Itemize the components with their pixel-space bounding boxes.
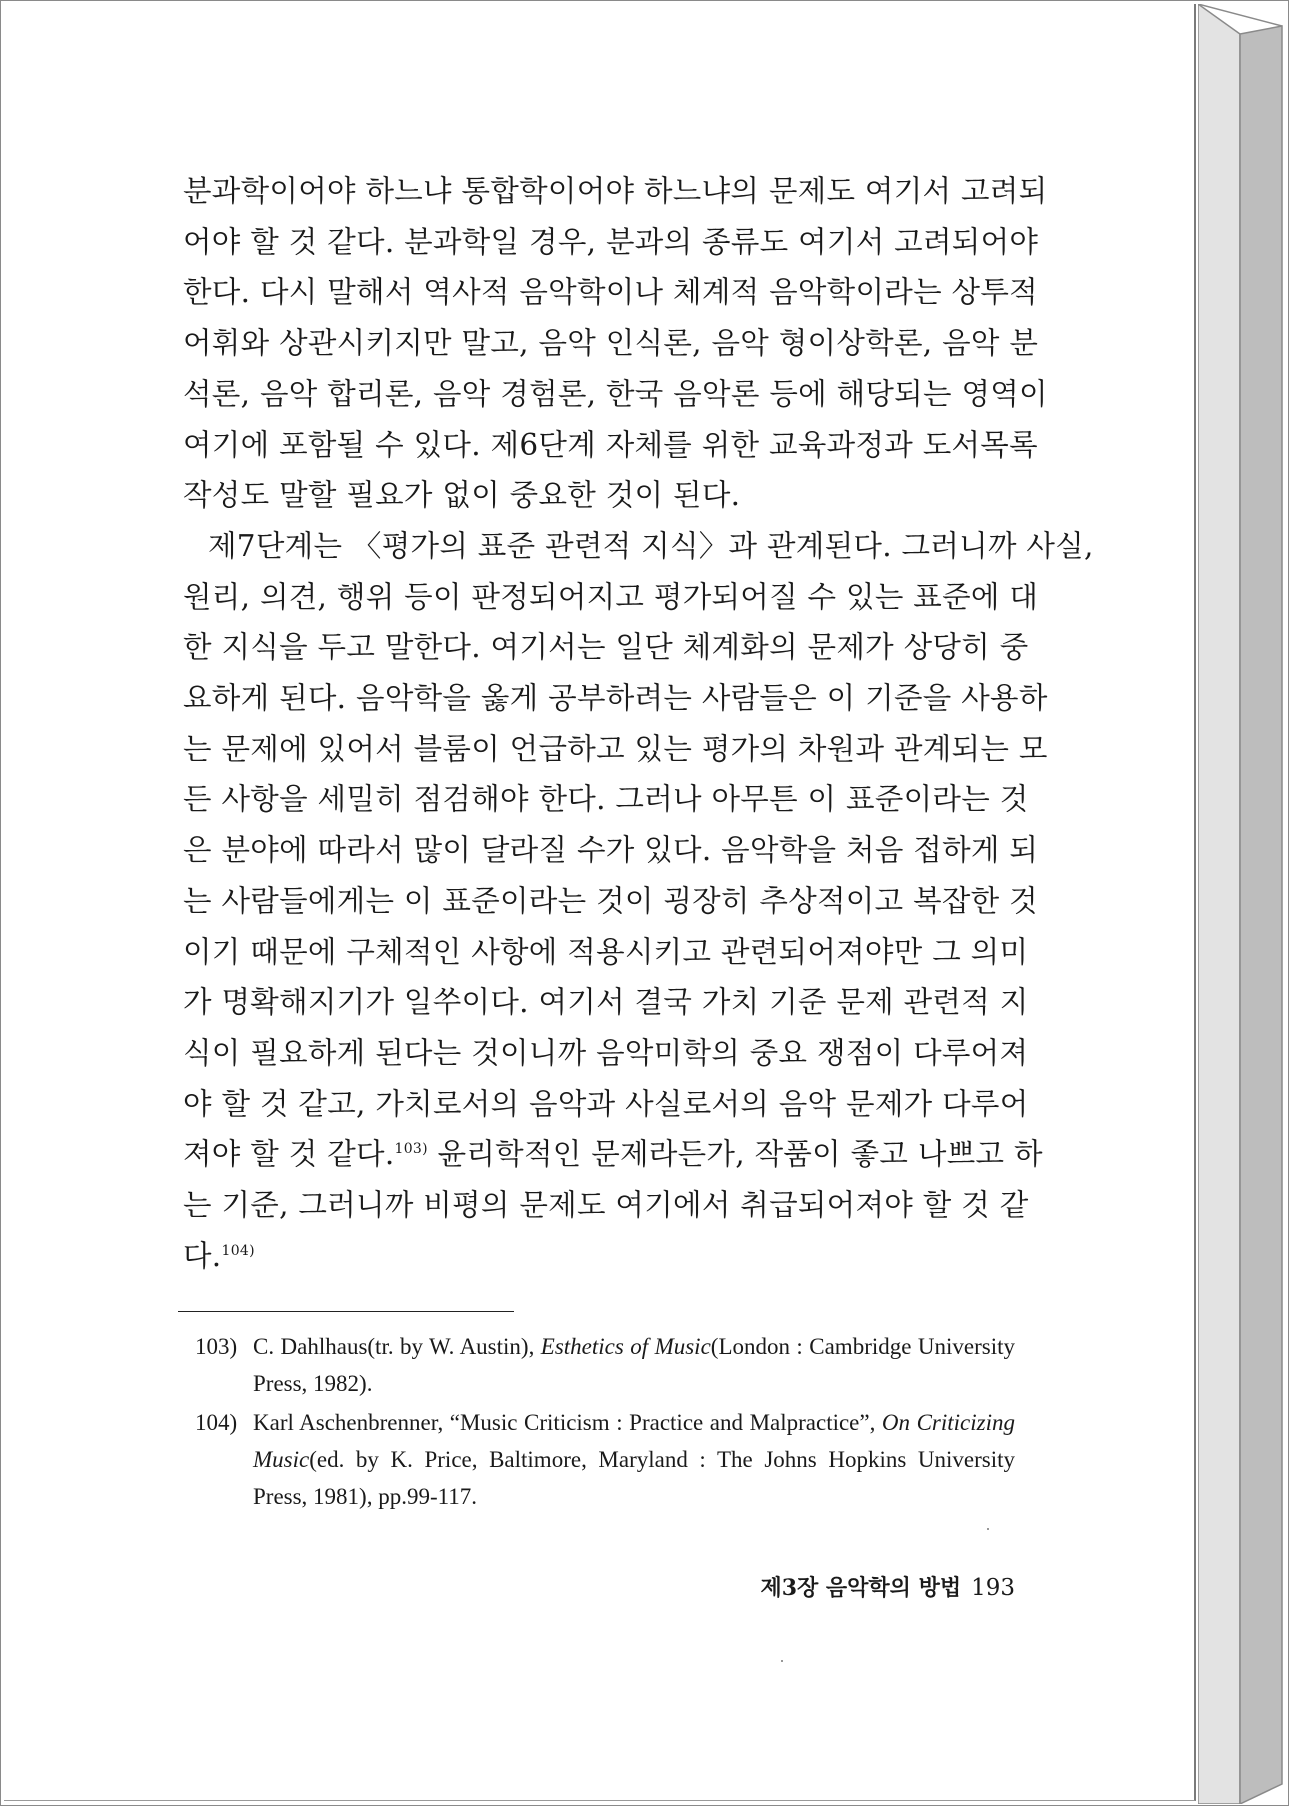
text-line: 는 문제에 있어서 블룸이 언급하고 있는 평가의 차원과 관계되는 모: [183, 731, 1048, 766]
text-line: 식이 필요하게 된다는 것이니까 음악미학의 중요 쟁점이 다루어져: [183, 1035, 1029, 1070]
text-line: 석론, 음악 합리론, 음악 경험론, 한국 음악론 등에 해당되는 영역이: [183, 376, 1048, 411]
footnote-text: [253, 1404, 1015, 1515]
footnote-title: Esthetics of Music: [540, 1334, 711, 1359]
footnote-author: C. Dahlhaus(tr. by W. Austin),: [253, 1334, 541, 1359]
text-line: 요하게 된다. 음악학을 옳게 공부하려는 사람들은 이 기준을 사용하: [183, 681, 1048, 716]
text-line: 어휘와 상관시키지만 말고, 음악 인식론, 음악 형이상학론, 음악 분: [183, 326, 1039, 361]
text-line: [183, 1231, 1018, 1282]
text-line: 는 기준, 그러니까 비평의 문제도 여기에서 취급되어져야 할 것 같: [183, 1188, 1029, 1223]
text-line: 작성도 말할 필요가 없이 중요한 것이 된다.: [183, 478, 741, 513]
footnote-title: On Criticizing Music: [253, 1410, 1015, 1472]
text-line: 여기에 포함될 수 있다. 제6단계 자체를 위한 교육과정과 도서목록: [183, 427, 1038, 462]
footnote-104: [195, 1404, 1015, 1515]
text-segment: 져야 할 것 같다.: [183, 1137, 395, 1172]
footnote-publication: (London : Cambridge University Press, 1982).: [253, 1334, 1015, 1396]
footnote-ref-103[interactable]: 103): [394, 1141, 428, 1158]
footnote-text: [253, 1328, 1015, 1402]
scan-speck: [781, 1660, 783, 1662]
footnote-author: Karl Aschenbrenner, “Music Criticism : Practice and Malpractice”,: [253, 1410, 882, 1435]
text-line: 한 지식을 두고 말한다. 여기서는 일단 체계화의 문제가 상당히 중: [183, 630, 1029, 665]
text-line: 든 사항을 세밀히 점검해야 한다. 그러나 아무튼 이 표준이라는 것: [183, 782, 1029, 817]
scan-speck: [987, 1528, 989, 1530]
footnote-divider: [178, 1311, 514, 1312]
text-line: 분과학이어야 하느냐 통합학이어야 하느냐의 문제도 여기서 고려되: [183, 174, 1048, 208]
text-line: 한다. 다시 말해서 역사적 음악학이나 체계적 음악학이라는 상투적: [183, 275, 1038, 310]
text-line: 제7단계는 〈평가의 표준 관련적 지식〉과 관계된다. 그러니까 사실,: [208, 528, 1094, 563]
footnote-number: 103): [195, 1334, 238, 1359]
footnotes: [195, 1328, 1015, 1517]
text-line: 가 명확해지기가 일쑤이다. 여기서 결국 가치 기준 문제 관련적 지: [183, 985, 1029, 1020]
text-line: [183, 1129, 1043, 1180]
chapter-title: 제3장 음악학의 방법: [760, 1575, 962, 1601]
paragraph-2: [183, 521, 1094, 1282]
running-footer: [735, 1571, 1015, 1602]
text-segment: 다.: [183, 1238, 222, 1273]
footnote-ref-104[interactable]: 104): [221, 1242, 255, 1259]
text-segment: 윤리학적인 문제라든가, 작품이 좋고 나쁘고 하: [427, 1137, 1043, 1172]
page-number: 193: [971, 1575, 1015, 1601]
text-line: 야 할 것 같고, 가치로서의 음악과 사실로서의 음악 문제가 다루어: [183, 1086, 1029, 1121]
text-line: 는 사람들에게는 이 표준이라는 것이 굉장히 추상적이고 복잡한 것: [183, 883, 1038, 918]
page-stack-edge-graphic: [1198, 4, 1286, 1804]
text-line: 은 분야에 따라서 많이 달라질 수가 있다. 음악학을 처음 접하게 되: [183, 833, 1039, 868]
footnote-number: 104): [195, 1410, 238, 1435]
text-line: 원리, 의견, 행위 등이 판정되어지고 평가되어질 수 있는 표준에 대: [183, 579, 1039, 614]
text-line: 이기 때문에 구체적인 사항에 적용시키고 관련되어져야만 그 의미: [183, 934, 1029, 969]
text-line: 어야 할 것 같다. 분과학일 경우, 분과의 종류도 여기서 고려되어야: [183, 224, 1039, 259]
paragraph-1: [183, 166, 1048, 521]
footnote-103: [195, 1328, 1015, 1402]
footnote-publication: (ed. by K. Price, Baltimore, Maryland : The Johns Hopkins University Press, 1981), pp.99-117.: [253, 1447, 1015, 1509]
body-text: [183, 166, 1094, 1281]
